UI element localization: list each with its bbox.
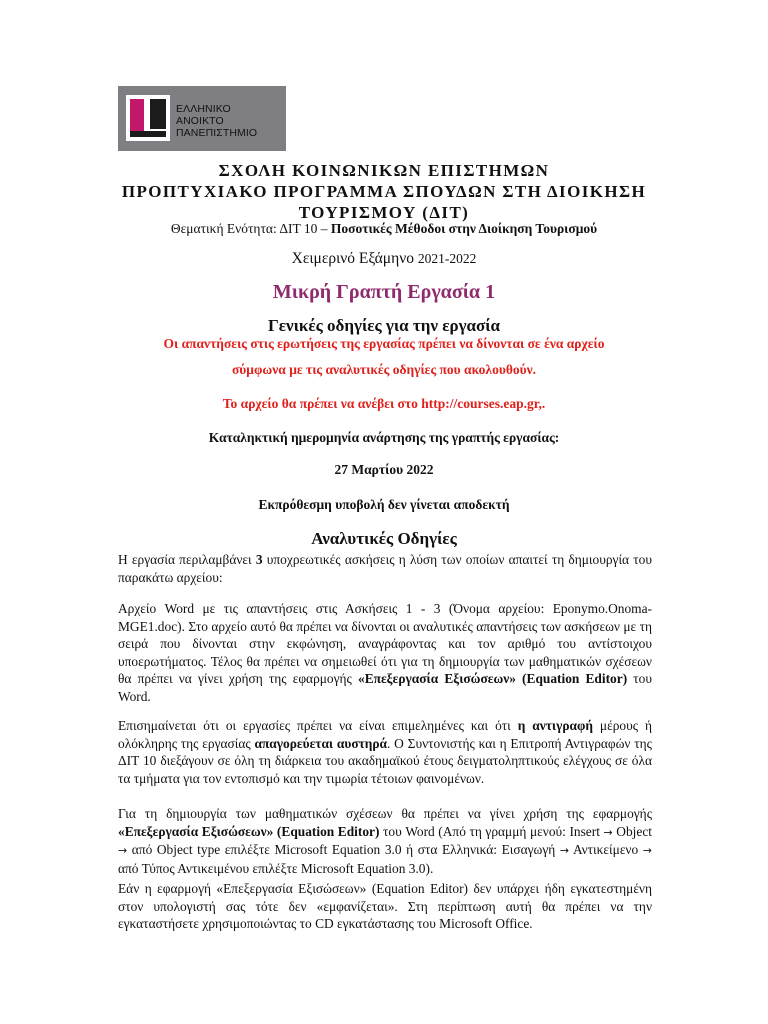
text: Επισημαίνεται ότι οι εργασίες πρέπει να είναι επιμελημένες και ότι [118,718,518,733]
text: από Τύπος Αντικειμένου επιλέξτε Microsoft Equation 3.0). [118,860,434,876]
deadline-date: 27 Μαρτίου 2022 [334,462,434,477]
semester [118,250,650,268]
paragraph [118,717,652,787]
text: Αρχείο Word με τις απαντήσεις στις Ασκήσεις 1 - 3 (Όνομα αρχείου: Eponymo.Onoma-MGE1.doc). Στο αρχείο αυτό θα πρέπει να δίνονται οι αναλυτικές απαντήσεις των ασκήσεων με τη σειρά που δίνονται στην εκφώνηση, αναγράφοντας και τον αριθμό του αντίστοιχου υποερωτήματος. Τέλος θα πρέπει να σημειωθεί ότι για τη δημιουργία των μαθηματικών σχέσεων θα πρέπει να γίνει χρήση της εφαρμογής [118,601,652,686]
text: από Object type επιλέξτε Microsoft Equation 3.0 ή στα Ελληνικά: Εισαγωγή [127,842,560,857]
university-logo [118,86,286,151]
instruction-red-line: σύμφωνα με τις αναλυτικές οδηγίες που ακολουθούν. [231,362,537,377]
logo-line: ΕΛΛΗΝΙΚΟ [176,103,231,115]
arrow-icon: → [603,825,613,839]
program-line: ΠΡΟΠΤΥΧΙΑΚΟ ΠΡΟΓΡΑΜΜΑ ΣΠΟΥΔΩΝ ΣΤΗ ΔΙΟΙΚΗΣΗ [121,182,647,201]
program-line: ΤΟΥΡΙΣΜΟΥ (ΔΙΤ) [298,203,470,222]
unit-label: Θεματική Ενότητα: ΔΙΤ 10 – [170,221,331,236]
text: του Word. [118,671,652,704]
text: Object [612,823,652,839]
deadline-label: Καταληκτική ημερομηνία ανάρτησης της γραπτής εργασίας: [208,430,560,445]
school-heading [118,160,650,223]
thematic-unit [118,221,650,237]
instruction-red-line: Οι απαντήσεις στις ερωτήσεις της εργασίας πρέπει να δίνονται σε ένα αρχείο [163,336,605,351]
text: μέρους ή ολόκληρης της εργασίας [118,718,652,751]
paragraph [118,551,652,586]
late-submission-note: Εκπρόθεσμη υποβολή δεν γίνεται αποδεκτή [258,497,510,512]
text: . Ο Συντονιστής και η Επιτροπή Αντιγραφών της ΔΙΤ 10 διεξάγουν σε όλη τη διάρκεια του ακαδημαϊκού έτους δειγματοληπτικούς ελέγχους σε όλα τα τμήματα για τον εντοπισμό και την τιμωρία τέτοιων φαινομένων. [118,735,652,786]
semester-label: Χειμερινό Εξάμηνο [291,250,418,267]
paragraph [118,805,652,877]
unit-name: Ποσοτικές Μέθοδοι στην Διοίκηση Τουρισμού [330,221,598,236]
eap-logo-icon [126,95,170,141]
essay-title: Μικρή Γραπτή Εργασία 1 [272,281,496,303]
text: υποχρεωτικές ασκήσεις η λύση των οποίων απαιτεί τη δημιουργία του παρακάτω αρχείου: [118,552,652,585]
emphasis: η αντιγραφή [517,718,593,733]
arrow-icon: → [642,844,652,857]
equation-editor-term: «Επεξεργασία Εξισώσεων» (Equation Editor) [118,823,380,839]
paragraph [118,600,652,705]
text: Αντικείμενο [569,842,643,857]
semester-years: 2021-2022 [417,251,477,266]
logo-wordmark [176,103,257,139]
school-line: ΣΧΟΛΗ ΚΟΙΝΩΝΙΚΩΝ ΕΠΙΣΤΗΜΩΝ [218,161,550,180]
text: του Word (Από τη γραμμή μενού: Insert [379,823,604,839]
logo-line: ΑΝΟΙΚΤΟ [176,115,224,127]
equation-editor-term: «Επεξεργασία Εξισώσεων» (Equation Editor) [358,671,628,686]
arrow-icon: → [559,844,570,857]
logo-line: ΠΑΝΕΠΙΣΤΗΜΙΟ [176,127,258,139]
exercise-count: 3 [255,552,263,567]
arrow-icon: → [118,844,128,857]
upload-instruction: Το αρχείο θα πρέπει να ανέβει στο http://courses.eap.gr,. [222,396,546,411]
emphasis: απαγορεύεται αυστηρά [254,735,388,751]
paragraph: Εάν η εφαρμογή «Επεξεργασία Εξισώσεων» (Equation Editor) δεν υπάρχει ήδη εγκατεστημένη στον υπολογιστή σας τότε δεν «εμφανίζεται». Στη περίπτωση αυτή θα πρέπει να την εγκαταστήσετε χρησιμοποιώντας το CD εγκατάστασης του Microsoft Office. [118,881,652,931]
general-instructions-title: Γενικές οδηγίες για την εργασία [267,316,501,335]
text: Η εργασία περιλαμβάνει [118,552,256,567]
text: Για τη δημιουργία των μαθηματικών σχέσεων θα πρέπει να γίνει χρήση της εφαρμογής [118,806,652,821]
detailed-instructions-title: Αναλυτικές Οδηγίες [311,529,457,548]
